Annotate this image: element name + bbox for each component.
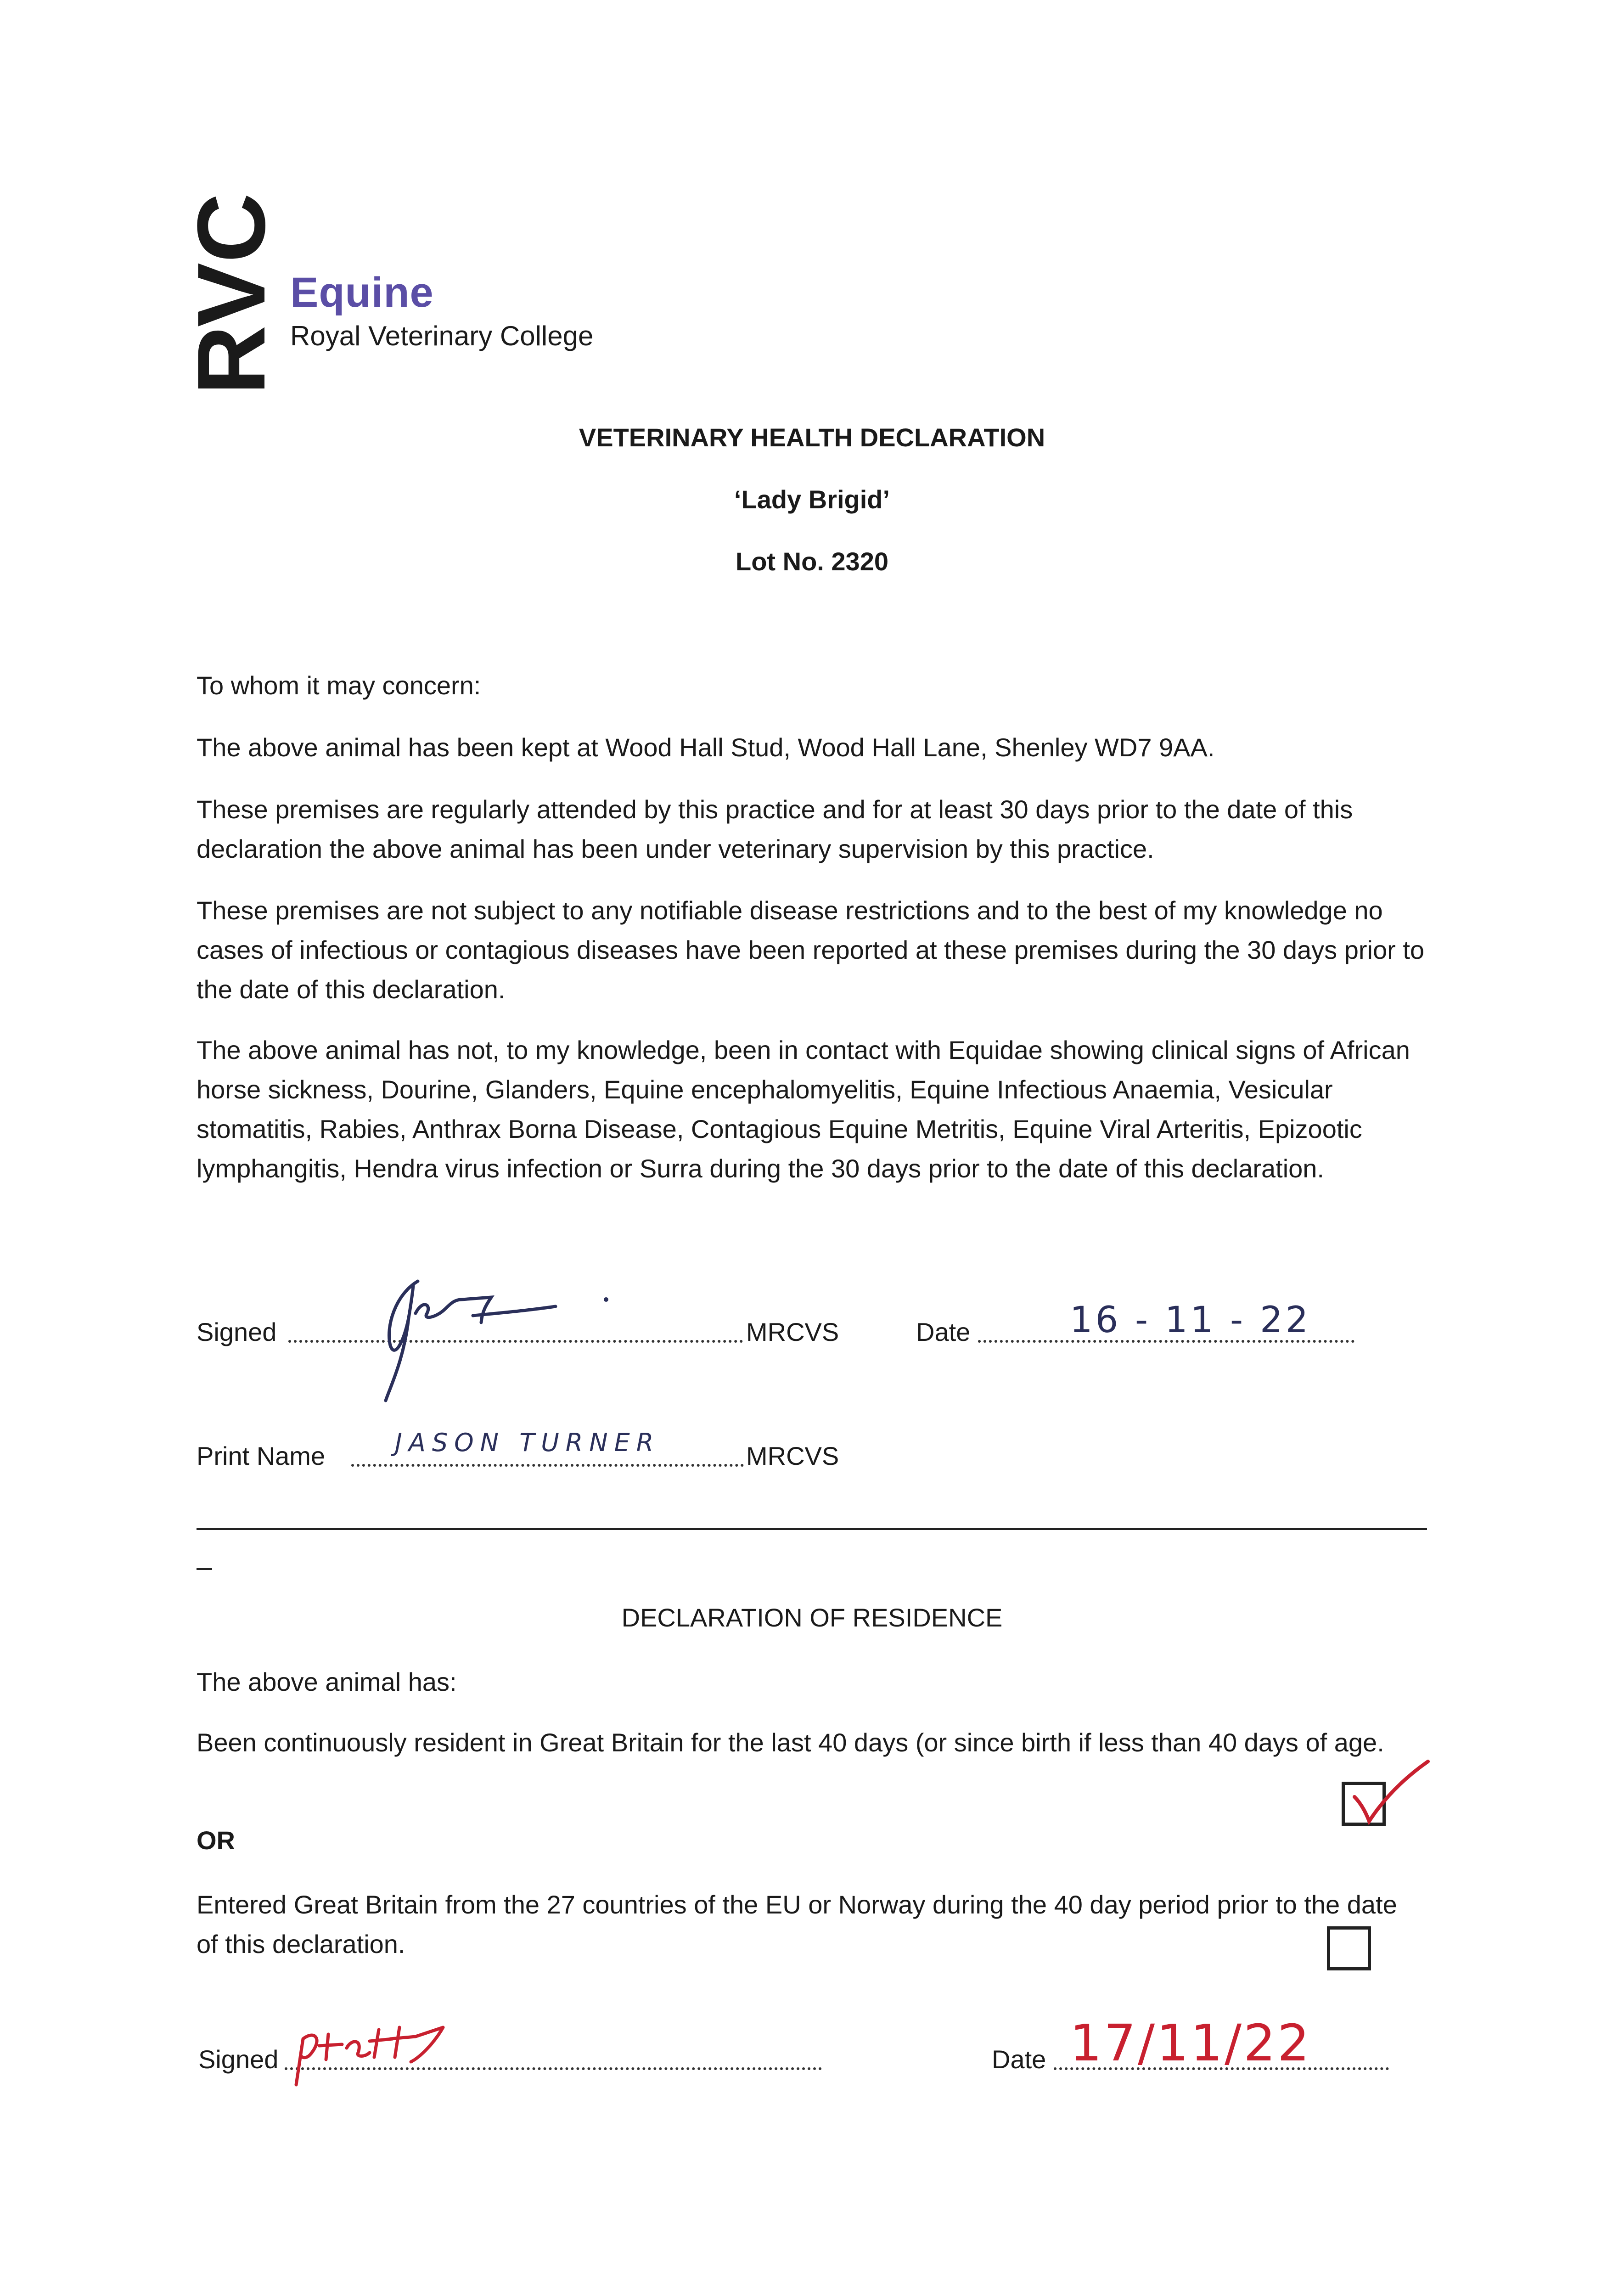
rvc-logo-text: RVC	[177, 193, 285, 395]
lot-number: Lot No. 2320	[736, 547, 888, 576]
vet-date-label: Date	[916, 1317, 971, 1346]
horse-name: ‘Lady Brigid’	[734, 485, 890, 514]
residence-signed-label: Signed	[198, 2045, 279, 2074]
logo-equine-text: Equine	[290, 269, 434, 316]
residence-signature-scribble	[282, 2011, 498, 2094]
vet-signed-label: Signed	[197, 1317, 277, 1346]
disease-restrictions-paragraph: These premises are not subject to any notifiable disease restrictions and to the best of my knowledge no cases of infectious or contagious diseases have been reported at these premises during the 30 days prior to the date of this declaration.	[197, 896, 1425, 1004]
logo-college-text: Royal Veterinary College	[290, 321, 594, 351]
residence-option-2-checkbox[interactable]	[1327, 1926, 1371, 1970]
residence-title: DECLARATION OF RESIDENCE	[621, 1603, 1003, 1632]
residence-or-separator: OR	[197, 1826, 235, 1855]
supervision-paragraph: These premises are regularly attended by this practice and for at least 30 days prior to the date of this declaration the above animal has been under veterinary supervision by this practice.	[197, 795, 1353, 863]
vet-signed-mrcvs: MRCVS	[746, 1317, 839, 1346]
residence-date-label: Date	[992, 2045, 1046, 2074]
vet-print-name-mrcvs: MRCVS	[746, 1441, 839, 1470]
checkmark-icon	[1341, 1758, 1433, 1831]
vet-print-name-value: JASON TURNER	[395, 1428, 660, 1457]
residence-option-2: Entered Great Britain from the 27 countries of the EU or Norway during the 40 day period prior to the date of this declaration.	[197, 1890, 1397, 1958]
residence-date-value: 17/11/22	[1070, 2014, 1312, 2072]
vet-print-name-label: Print Name	[197, 1441, 326, 1470]
residence-option-1: Been continuously resident in Great Britain for the last 40 days (or since birth if less than 40 days of age.	[197, 1728, 1384, 1757]
vet-signature-scribble	[358, 1267, 615, 1405]
vet-date-value: 16 - 11 - 22	[1070, 1300, 1311, 1341]
contact-paragraph: The above animal has not, to my knowledge, been in contact with Equidae showing clinical signs of African horse sickness, Dourine, Glanders, Equine encephalomyelitis, Equine Infectious Anaemia, Vesicular stomatitis, Rabies, Anthrax Borna Disease, Contagious Equine Metritis, Equine Viral Arteritis, Epizootic lymphangitis, Hendra virus infection or Surra during the 30 days prior to the date of this declaration.	[197, 1035, 1410, 1183]
residence-intro: The above animal has:	[197, 1667, 457, 1696]
rvc-logo-mark	[177, 193, 285, 400]
salutation: To whom it may concern:	[197, 671, 481, 700]
premises-paragraph: The above animal has been kept at Wood Hall Stud, Wood Hall Lane, Shenley WD7 9AA.	[197, 733, 1215, 762]
section-divider	[197, 1528, 1427, 1530]
section-dash	[197, 1568, 212, 1570]
document-title: VETERINARY HEALTH DECLARATION	[579, 423, 1045, 452]
vet-print-name-line[interactable]	[351, 1464, 744, 1467]
